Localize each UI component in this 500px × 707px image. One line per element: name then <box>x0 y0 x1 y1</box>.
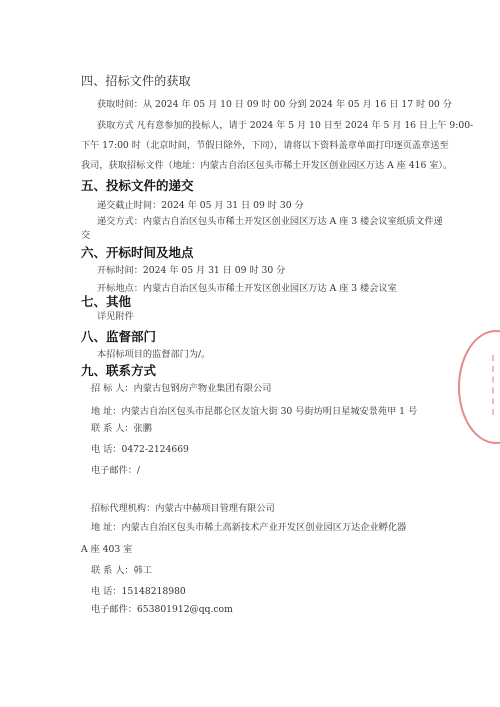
tenderer-address: 地 址：内蒙古自治区包头市昆都仑区友谊大街 30 号街坊明日星城安景苑甲 1 号 <box>91 406 418 417</box>
tenderer-phone: 电 话：0472-2124669 <box>91 444 189 455</box>
section4-method-line3: 我司，获取招标文件（地址：内蒙古自治区包头市稀土开发区创业园区万达 A 座 416 室）。 <box>81 160 453 171</box>
section5-method-line1: 递交方式：内蒙古自治区包头市稀土开发区创业园区万达 A 座 3 楼会议室纸质文件递 <box>97 216 443 227</box>
seal-stamp-detail <box>492 355 500 415</box>
section5-method-line2: 交 <box>81 230 91 241</box>
tenderer-email: 电子邮件：/ <box>91 465 141 476</box>
section6-heading: 六、开标时间及地点 <box>81 245 194 260</box>
section6-time: 开标时间：2024 年 05 月 31 日 09 时 30 分 <box>97 265 286 276</box>
section5-deadline: 递交截止时间：2024 年 05 月 31 日 09 时 30 分 <box>97 200 304 211</box>
section4-heading: 四、招标文件的获取 <box>81 74 191 88</box>
agent-name: 招标代理机构：内蒙古中赫项目管理有限公司 <box>91 503 275 514</box>
section9-heading: 九、联系方式 <box>81 363 157 378</box>
section5-heading: 五、投标文件的递交 <box>81 178 194 193</box>
section7-text: 详见附件 <box>97 311 134 322</box>
section4-method-line1: 获取方式 凡有意参加的投标人，请于 2024 年 5 月 10 日至 2024 年 5 月 16 日上午 9:00- <box>97 120 474 131</box>
section7-heading: 七、其他 <box>81 294 132 309</box>
section4-time: 获取时间：从 2024 年 05 月 10 日 09 时 00 分到 2024 年 05 月 16 日 17 时 00 分 <box>97 99 452 110</box>
agent-phone: 电 话：15148218980 <box>91 586 186 597</box>
section4-method-line2: 下午 17:00 时（北京时间，节假日除外，下同），请将以下资料盖章单面打印逐页盖章送至 <box>81 140 449 151</box>
agent-email: 电子邮件：653801912@qq.com <box>91 604 233 615</box>
tenderer-contact: 联 系 人：张鹏 <box>91 423 152 434</box>
agent-address-line2: A 座 403 室 <box>81 544 133 555</box>
tenderer: 招 标 人：内蒙古包钢房产物业集团有限公司 <box>91 383 272 394</box>
section8-heading: 八、监督部门 <box>81 329 157 344</box>
agent-address-line1: 地 址：内蒙古自治区包头市稀土高新技术产业开发区创业园区万达企业孵化器 <box>91 522 407 533</box>
agent-contact: 联 系 人：韩工 <box>91 565 152 576</box>
section8-text: 本招标项目的监督部门为/。 <box>97 349 211 360</box>
section6-place: 开标地点：内蒙古自治区包头市稀土开发区创业园区万达 A 座 3 楼会议室 <box>97 283 397 294</box>
